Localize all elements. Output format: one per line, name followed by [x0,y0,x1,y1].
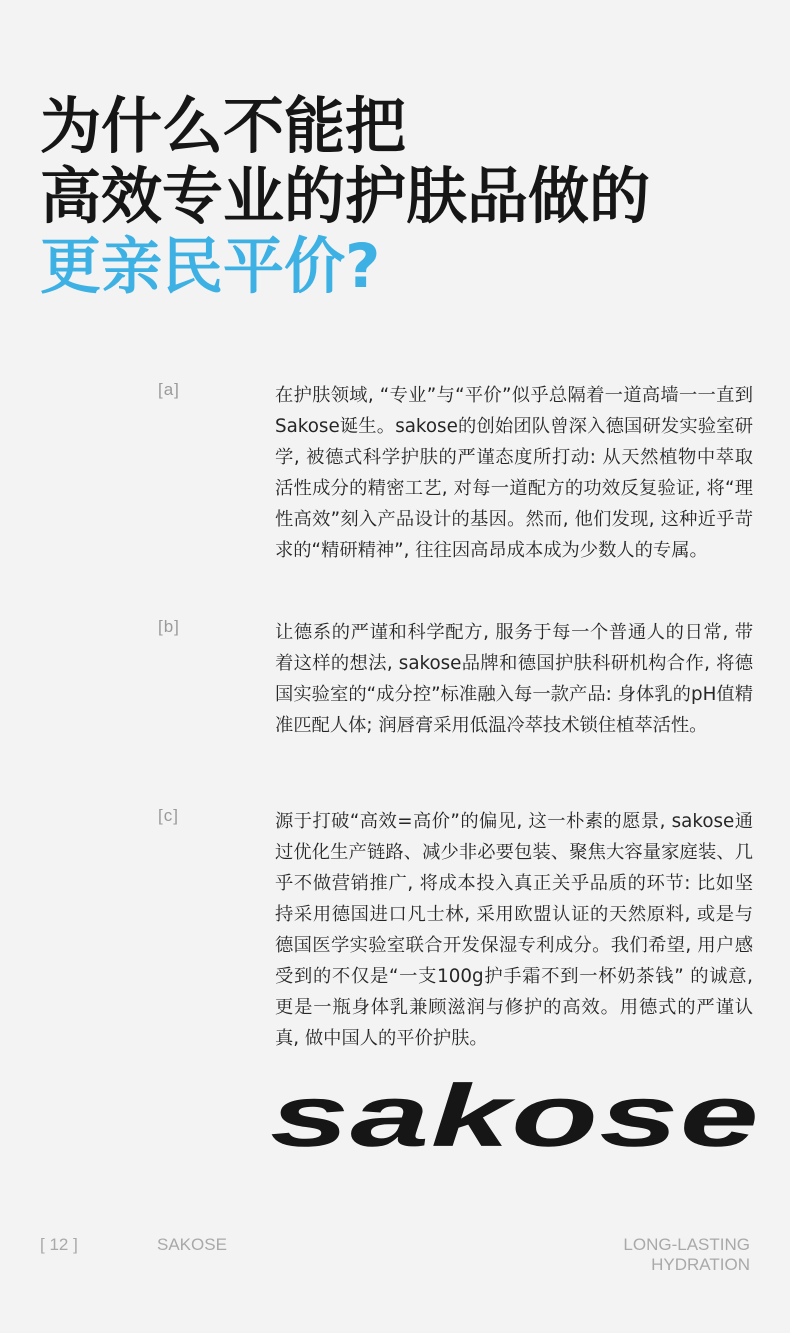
page-headline [40,92,650,302]
headline-line-3: 更亲民平价? [40,231,381,302]
footer-tagline-line-2: HYDRATION [651,1255,750,1274]
page-number: [ 12 ] [40,1235,78,1254]
section-marker: [c] [158,806,179,825]
brand-logo: sakose [270,1066,761,1166]
section-paragraph: 源于打破“高效=高价”的偏见, 这一朴素的愿景, sakose通过优化生产链路、减少非必要包装、聚焦大容量家庭装、几乎不做营销推广, 将成本投入真正关乎品质的环节: 比如坚持采用德国进口凡士林, 采用欧盟认证的天然原料, 或是与德国医学实验室联合开发保湿专利成分。我们希望, 用户感受到的不仅是“一支100g护手霜不到一杯奶茶钱” 的诚意, 更是一瓶身体乳兼顾滋润与修护的高效。用德式的严谨认真, 做中国人的平价护肤。 [275,811,753,1049]
headline-line-1: 为什么不能把 [40,91,407,162]
section-paragraph: 在护肤领域, “专业”与“平价”似乎总隔着一道高墙一一直到Sakose诞生。sakose的创始团队曾深入德国研发实验室研学, 被德式科学护肤的严谨态度所打动: 从天然植物中萃取活性成分的精密工艺, 对每一道配方的功效反复验证, 将“理性高效”刻入产品设计的基因。然而, 他们发现, 这种近乎苛求的“精研精神”, 往往因高昂成本成为少数人的专属。 [275,385,753,561]
footer-tagline [623,1235,750,1275]
section-marker: [b] [158,617,180,636]
section-marker: [a] [158,380,180,399]
section-paragraph: 让德系的严谨和科学配方, 服务于每一个普通人的日常, 带着这样的想法, sakose品牌和德国护肤科研机构合作, 将德国实验室的“成分控”标准融入每一款产品: 身体乳的pH值精准匹配人体; 润唇膏采用低温冷萃技术锁住植萃活性。 [275,622,753,736]
headline-line-2: 高效专业的护肤品做的 [40,161,651,232]
footer-tagline-line-1: LONG-LASTING [623,1235,750,1254]
footer-brand: SAKOSE [157,1235,227,1254]
